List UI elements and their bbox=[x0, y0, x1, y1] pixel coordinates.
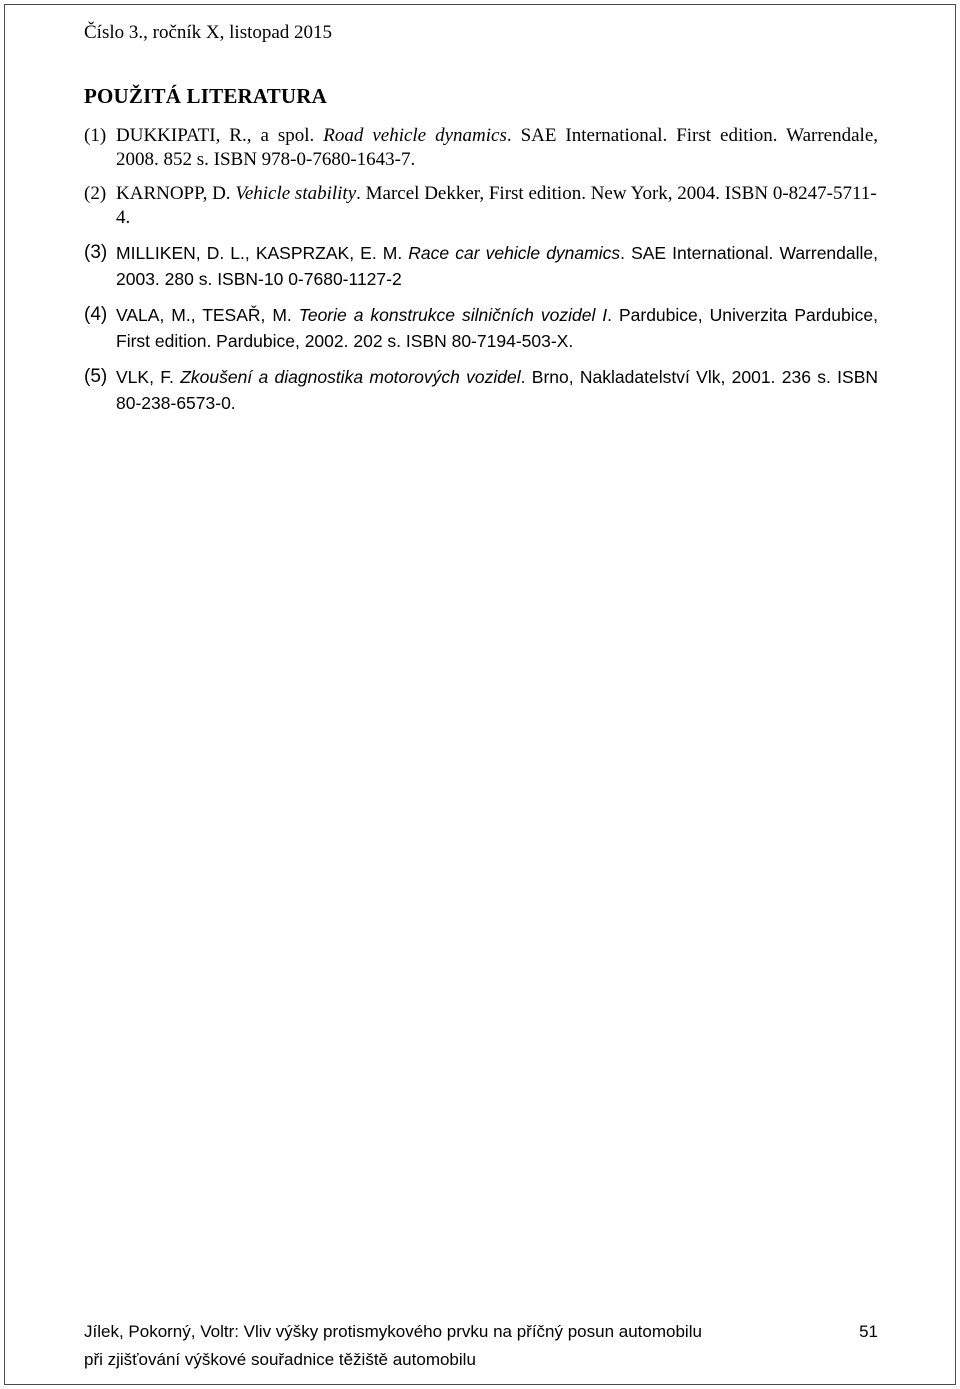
reference-number: (2) bbox=[84, 183, 107, 204]
reference-title: Vehicle stability bbox=[235, 183, 357, 204]
reference-title: Road vehicle dynamics bbox=[323, 125, 507, 146]
page-number: 51 bbox=[859, 1322, 878, 1341]
reference-item-1 bbox=[84, 124, 878, 172]
reference-details: . Pardubice, Univerzita Pardubice, First edition. Pardubice, 2002. 202 s. ISBN 80-7194-503-X. bbox=[116, 305, 878, 351]
reference-authors: VALA, M., TESAŘ, M. bbox=[116, 305, 299, 325]
footer-article-title-line2: při zjišťování výškové souřadnice těžiště automobilu bbox=[84, 1350, 476, 1369]
reference-authors: DUKKIPATI, R., a spol. bbox=[116, 125, 324, 146]
reference-item-3 bbox=[84, 240, 878, 292]
reference-number: (4) bbox=[84, 304, 108, 325]
references-heading: POUŽITÁ LITERATURA bbox=[84, 84, 327, 108]
reference-title: Race car vehicle dynamics bbox=[408, 243, 621, 263]
reference-details: . Brno, Nakladatelství Vlk, 2001. 236 s. ISBN 80-238-6573-0. bbox=[116, 367, 879, 413]
journal-issue-header: Číslo 3., ročník X, listopad 2015 bbox=[84, 22, 333, 43]
reference-authors: MILLIKEN, D. L., KASPRZAK, E. M. bbox=[116, 243, 409, 263]
reference-details: . Marcel Dekker, First edition. New York, 2004. ISBN 0-8247-5711-4. bbox=[116, 183, 877, 228]
reference-item-4 bbox=[84, 302, 878, 354]
reference-number: (3) bbox=[84, 242, 108, 263]
page-footer bbox=[84, 1318, 878, 1374]
reference-details: . SAE International. First edition. Warrendale, 2008. 852 s. ISBN 978-0-7680-1643-7. bbox=[116, 125, 878, 170]
reference-item-5 bbox=[84, 364, 878, 416]
reference-number: (1) bbox=[84, 125, 107, 146]
reference-item-2 bbox=[84, 182, 878, 230]
reference-number: (5) bbox=[84, 366, 108, 387]
reference-details: . SAE International. Warrendalle, 2003. 280 s. ISBN-10 0-7680-1127-2 bbox=[116, 243, 879, 289]
reference-title: Zkoušení a diagnostika motorových vozidel bbox=[180, 367, 521, 387]
reference-authors: KARNOPP, D. bbox=[116, 183, 236, 204]
reference-title: Teorie a konstrukce silničních vozidel I bbox=[298, 305, 608, 325]
footer-article-title-line1: Jílek, Pokorný, Voltr: Vliv výšky protismykového prvku na příčný posun automobilu bbox=[84, 1322, 702, 1341]
reference-list bbox=[84, 124, 878, 426]
reference-authors: VLK, F. bbox=[116, 367, 181, 387]
